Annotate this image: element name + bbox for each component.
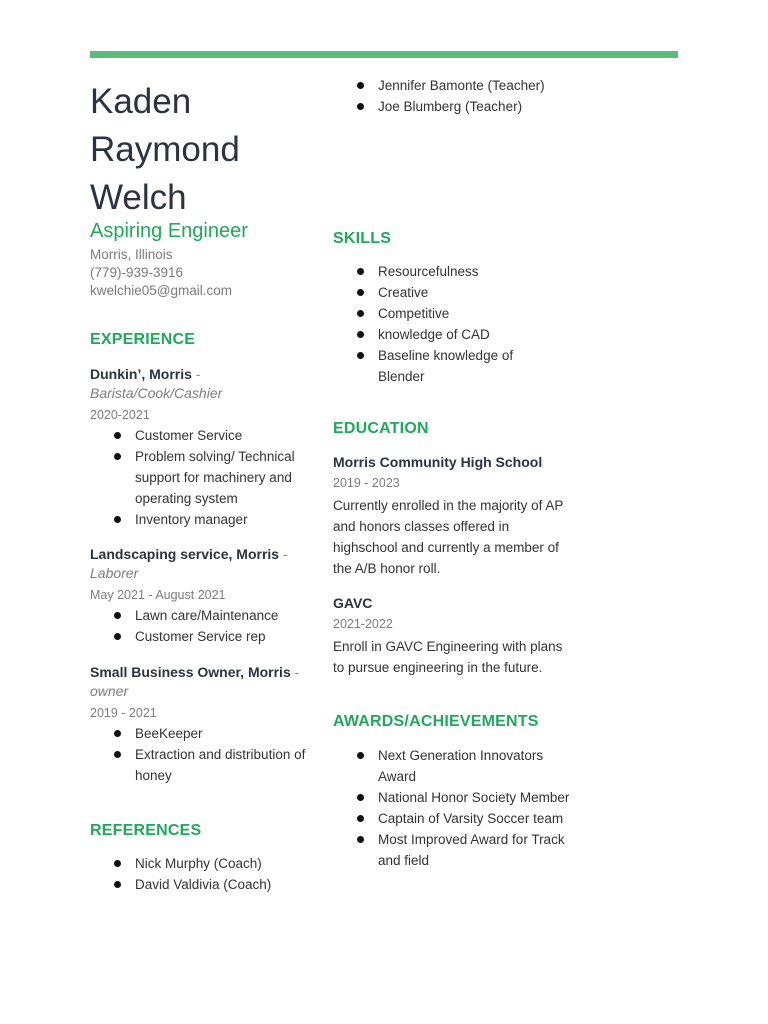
reference-item: Joe Blumberg (Teacher) [333, 96, 573, 117]
job-entry [90, 663, 330, 786]
experience-heading: EXPERIENCE [90, 331, 196, 348]
email: kwelchie05@gmail.com [90, 283, 233, 298]
job-dash: - [290, 664, 300, 680]
education-entry [333, 453, 569, 579]
job-duties [90, 425, 330, 530]
job-title [90, 365, 330, 383]
education-entry [333, 594, 569, 678]
skills-heading: SKILLS [333, 230, 392, 247]
school-dates: 2021-2022 [333, 617, 393, 631]
school-description: Currently enrolled in the majority of AP and honors classes offered in highschool and currently a member of the A/B honor roll. [333, 498, 564, 576]
job-company: Small Business Owner, Morris [90, 664, 291, 680]
reference-item: David Valdivia (Coach) [90, 874, 330, 895]
school-name: GAVC [333, 595, 373, 611]
name-line-first: Kaden [90, 82, 192, 121]
award-item: Captain of Varsity Soccer team [333, 808, 573, 829]
skill-item: Resourcefulness [333, 261, 553, 282]
subtitle: Aspiring Engineer [90, 220, 248, 242]
list-item: Customer Service [90, 425, 330, 446]
school-description: Enroll in GAVC Engineering with plans to pursue engineering in the future. [333, 639, 563, 675]
job-title [90, 663, 330, 681]
awards-list [333, 745, 573, 871]
skill-item: Competitive [333, 303, 553, 324]
list-item: BeeKeeper [90, 723, 330, 744]
school-dates: 2019 - 2023 [333, 476, 400, 490]
skills-list [333, 261, 553, 387]
list-item: Customer Service rep [90, 626, 330, 647]
candidate-name [90, 78, 240, 222]
job-title [90, 545, 330, 563]
references-list-right [333, 75, 573, 117]
list-item: Inventory manager [90, 509, 330, 530]
education-heading: EDUCATION [333, 420, 429, 437]
skill-item: Baseline knowledge of Blender [333, 345, 553, 387]
awards-heading: AWARDS/ACHIEVEMENTS [333, 713, 539, 730]
reference-item: Nick Murphy (Coach) [90, 853, 330, 874]
job-entry [90, 545, 330, 647]
job-company: Dunkin’, Morris [90, 366, 192, 382]
job-entry [90, 365, 330, 530]
job-dates: 2019 - 2021 [90, 706, 157, 720]
top-accent-bar [90, 51, 678, 58]
list-item: Problem solving/ Technical support for machinery and operating system [90, 446, 330, 509]
list-item: Lawn care/Maintenance [90, 605, 330, 626]
references-list-left [90, 853, 330, 895]
job-company: Landscaping service, Morris [90, 546, 280, 562]
job-role: Barista/Cook/Cashier [90, 385, 223, 401]
job-duties [90, 723, 330, 786]
job-role: Laborer [90, 565, 139, 581]
award-item: National Honor Society Member [333, 787, 573, 808]
award-item: Next Generation Innovators Award [333, 745, 573, 787]
job-dates: May 2021 - August 2021 [90, 588, 226, 602]
name-line-middle: Raymond [90, 130, 240, 169]
job-duties [90, 605, 330, 647]
reference-item: Jennifer Bamonte (Teacher) [333, 75, 573, 96]
location: Morris, Illinois [90, 247, 173, 262]
job-dash: - [191, 366, 201, 382]
job-dates: 2020-2021 [90, 408, 150, 422]
contact-info [90, 246, 232, 300]
phone: (779)-939-3916 [90, 265, 184, 280]
references-heading: REFERENCES [90, 822, 202, 839]
job-role: owner [90, 683, 129, 699]
skill-item: knowledge of CAD [333, 324, 553, 345]
award-item: Most Improved Award for Track and field [333, 829, 573, 871]
name-line-last: Welch [90, 178, 187, 217]
school-name: Morris Community High School [333, 454, 543, 470]
list-item: Extraction and distribution of honey [90, 744, 330, 786]
skill-item: Creative [333, 282, 553, 303]
job-dash: - [279, 546, 288, 562]
